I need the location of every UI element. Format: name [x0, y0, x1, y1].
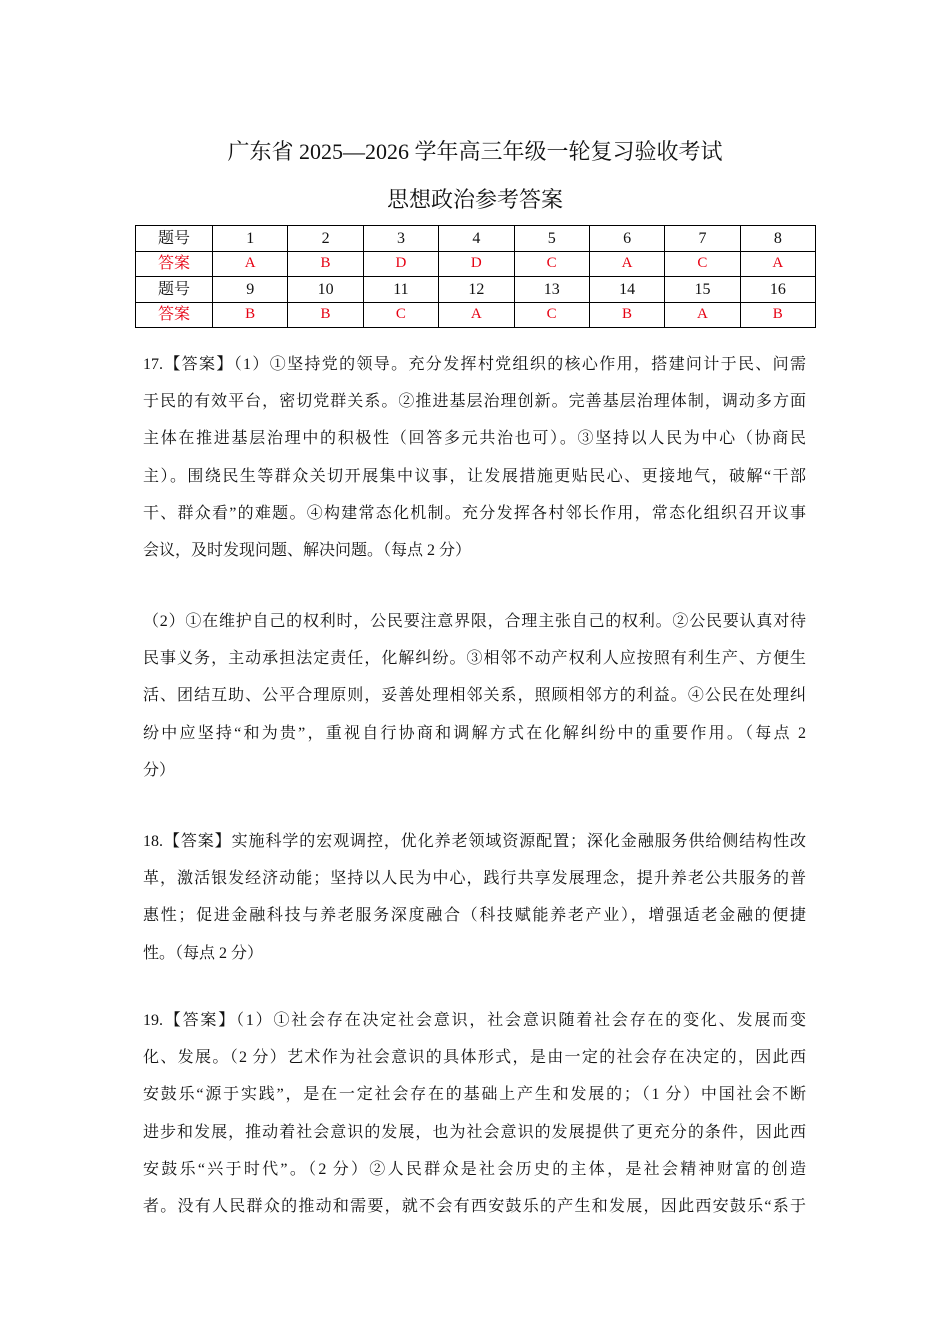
text-line: 18.【答案】实施科学的宏观调控，优化养老领域资源配置；深化金融服务供给侧结构性改 [143, 833, 806, 850]
page-title: 广东省 2025—2026 学年高三年级一轮复习验收考试 [227, 139, 723, 164]
question-number: 13 [514, 277, 589, 303]
row-label: 题号 [136, 226, 213, 252]
answer-letter: B [740, 302, 815, 328]
table-row-question-numbers [136, 226, 816, 252]
text-line: 化、发展。（2 分）艺术作为社会意识的具体形式，是由一定的社会存在决定的，因此西 [143, 1049, 806, 1067]
text-line: 者。没有人民群众的推动和需要，就不会有西安鼓乐的产生和发展，因此西安鼓乐“系于 [143, 1197, 806, 1215]
answer-letter: C [514, 251, 589, 277]
text-line: 纷中应坚持“和为贵”，重视自行协商和调解方式在化解纠纷中的重要作用。（每点 2 [143, 724, 806, 742]
answer-letter: A [665, 302, 740, 328]
question-number: 15 [665, 277, 740, 303]
table-row-question-numbers [136, 277, 816, 303]
text-line: 安鼓乐“源于实践”，是在一定社会存在的基础上产生和发展的；（1 分）中国社会不断 [143, 1086, 806, 1104]
text-line: 干、群众看”的难题。④构建常态化机制。充分发挥各村邻长作用，常态化组织召开议事 [143, 504, 806, 522]
question-number: 5 [514, 226, 589, 252]
answer-17-part-1 [143, 346, 806, 569]
row-label: 答案 [136, 302, 213, 328]
answer-19-part-1 [143, 1002, 806, 1225]
text-line: 安鼓乐“兴于时代”。（2 分）②人民群众是社会历史的主体，是社会精神财富的创造 [143, 1160, 806, 1178]
table-row-answers [136, 251, 816, 277]
text-line: （2）①在维护自己的权利时，公民要注意界限，合理主张自己的权利。②公民要认真对待 [143, 613, 806, 630]
answer-letter: A [213, 251, 288, 277]
text-line: 革，激活银发经济动能；坚持以人民为中心，践行共享发展理念，提升养老公共服务的普 [143, 870, 806, 888]
answer-letter: B [288, 251, 363, 277]
text-line: 会议，及时发现问题、解决问题。（每点 2 分） [143, 541, 472, 559]
answer-letter: A [740, 251, 815, 277]
page-subtitle: 思想政治参考答案 [386, 187, 563, 212]
question-number: 11 [363, 277, 438, 303]
answer-letter: A [589, 251, 664, 277]
answer-letter: C [363, 302, 438, 328]
answer-letter: C [665, 251, 740, 277]
question-number: 10 [288, 277, 363, 303]
text-line: 主）。围绕民生等群众关切开展集中议事，让发展措施更贴民心、更接地气，破解“干部 [143, 467, 806, 485]
answer-letter: D [439, 251, 514, 277]
answer-key-table [135, 225, 816, 328]
question-number: 6 [589, 226, 664, 252]
answer-letter: B [213, 302, 288, 328]
question-number: 7 [665, 226, 740, 252]
question-number: 16 [740, 277, 815, 303]
answer-letter: A [439, 302, 514, 328]
text-line: 主体在推进基层治理中的积极性（回答多元共治也可）。③坚持以人民为中心（协商民 [143, 430, 806, 448]
question-number: 4 [439, 226, 514, 252]
answer-letter: B [589, 302, 664, 328]
table-row-answers [136, 302, 816, 328]
question-number: 12 [439, 277, 514, 303]
question-number: 9 [213, 277, 288, 303]
text-line: 惠性；促进金融科技与养老服务深度融合（科技赋能养老产业），增强适老金融的便捷 [143, 907, 806, 925]
row-label: 答案 [136, 251, 213, 277]
answer-17-part-2 [143, 603, 806, 789]
question-number: 2 [288, 226, 363, 252]
text-line: 进步和发展，推动着社会意识的发展，也为社会意识的发展提供了更充分的条件，因此西 [143, 1123, 806, 1141]
answer-letter: B [288, 302, 363, 328]
question-number: 8 [740, 226, 815, 252]
row-label: 题号 [136, 277, 213, 303]
answer-letter: D [363, 251, 438, 277]
text-line: 民事义务，主动承担法定责任，化解纠纷。③相邻不动产权利人应按照有利生产、方便生 [143, 650, 806, 668]
text-line: 于民的有效平台，密切党群关系。②推进基层治理创新。完善基层治理体制，调动多方面 [143, 393, 806, 411]
text-line: 19.【答案】（1）①社会存在决定社会意识，社会意识随着社会存在的变化、发展而变 [143, 1012, 806, 1029]
text-line: 活、团结互助、公平合理原则，妥善处理相邻关系，照顾相邻方的利益。④公民在处理纠 [143, 687, 806, 705]
answer-letter: C [514, 302, 589, 328]
text-line: 分） [143, 761, 176, 779]
text-line: 17.【答案】（1）①坚持党的领导。充分发挥村党组织的核心作用，搭建问计于民、问需 [143, 356, 806, 373]
answer-18 [143, 823, 806, 972]
question-number: 1 [213, 226, 288, 252]
text-line: 性。（每点 2 分） [143, 944, 264, 962]
question-number: 3 [363, 226, 438, 252]
question-number: 14 [589, 277, 664, 303]
